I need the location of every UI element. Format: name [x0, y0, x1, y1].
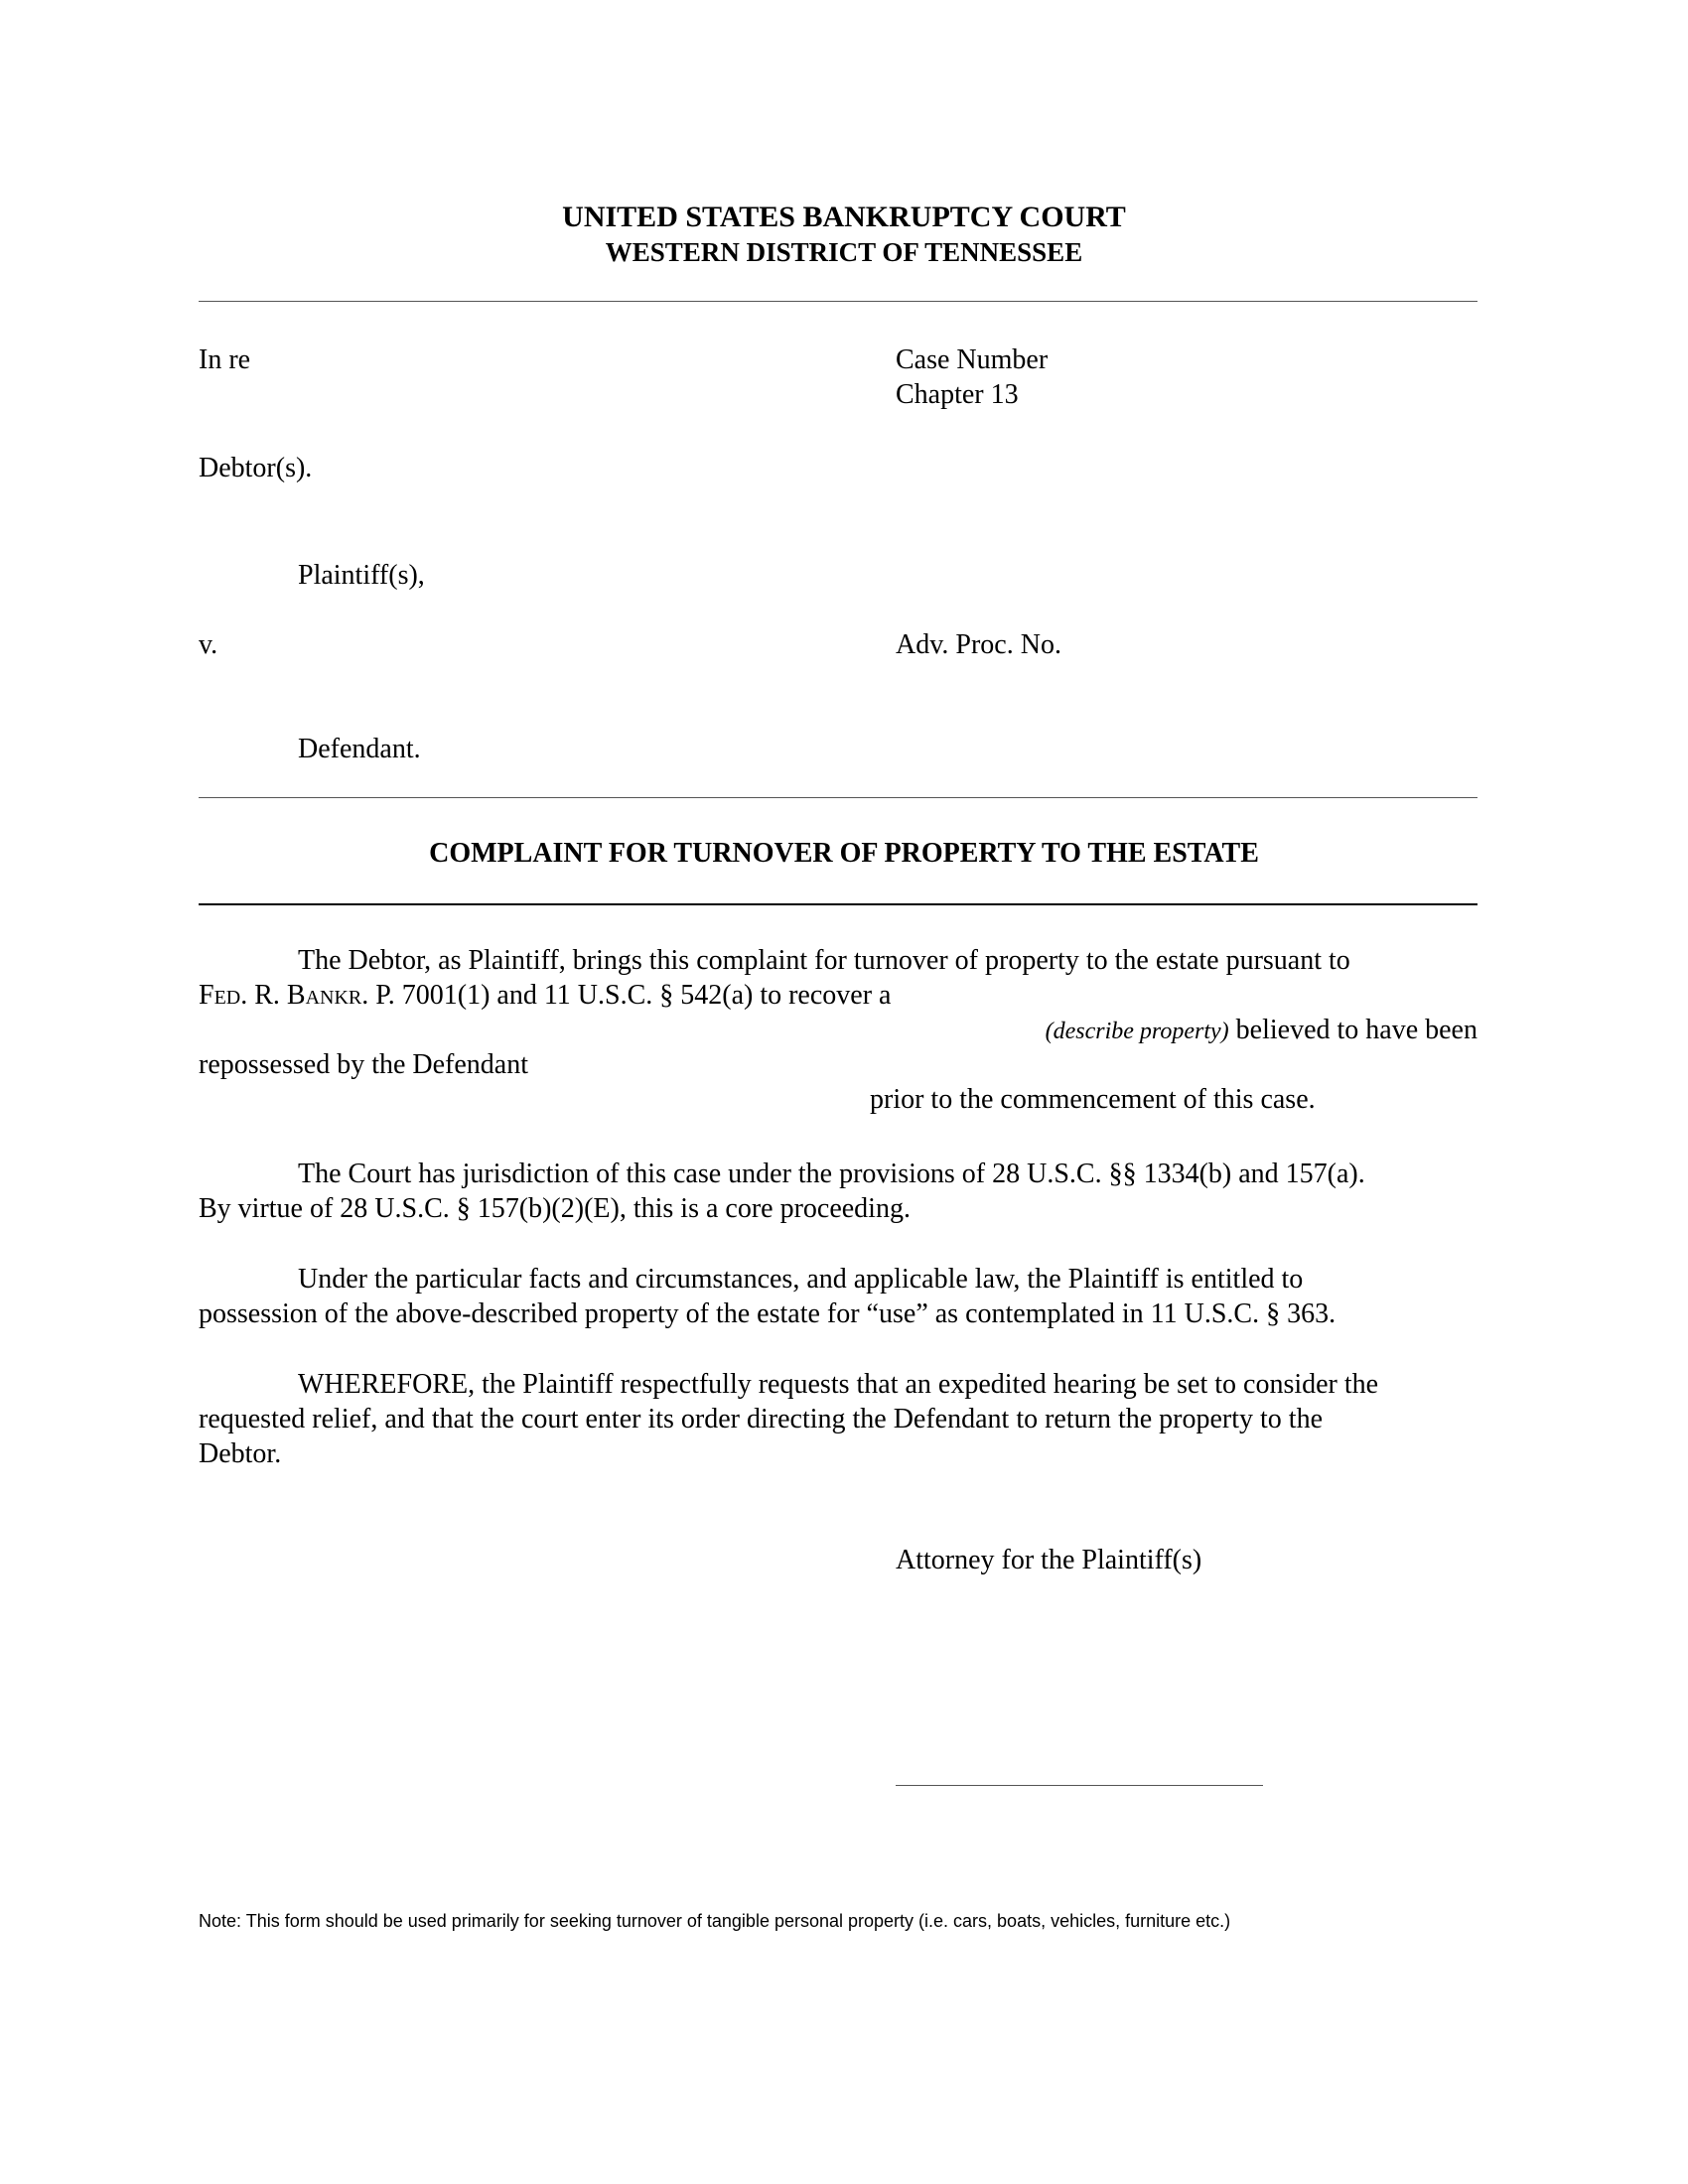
paragraph-3-line-2: possession of the above-described property of the estate for “use” as contemplated in 11 U.S.C. § 363.: [199, 1298, 1336, 1329]
adv-proc-label: Adv. Proc. No.: [896, 629, 1061, 660]
rule-rest: . P. 7001(1) and 11 U.S.C. § 542(a) to recover a: [361, 980, 892, 1011]
paragraph-1-line-4: repossessed by the Defendant: [199, 1049, 529, 1080]
paragraph-1-line-5: prior to the commencement of this case.: [870, 1084, 1316, 1115]
paragraph-2-line-1: The Court has jurisdiction of this case under the provisions of 28 U.S.C. §§ 1334(b) and 157(a).: [298, 1159, 1365, 1189]
paragraph-4-line-1: WHEREFORE, the Plaintiff respectfully requests that an expedited hearing be set to consider the: [298, 1369, 1379, 1400]
court-name: UNITED STATES BANKRUPTCY COURT: [562, 201, 1126, 233]
rule-bankr: Bankr: [286, 980, 362, 1011]
plaintiffs-label: Plaintiff(s),: [298, 560, 425, 591]
paragraph-1-line-2: [199, 979, 891, 1013]
rule-fed: Fed: [199, 980, 241, 1011]
attorney-label: Attorney for the Plaintiff(s): [896, 1545, 1202, 1575]
paragraph-4-line-2: requested relief, and that the court enter its order directing the Defendant to return the property to the: [199, 1404, 1324, 1434]
title-rule: [199, 903, 1477, 905]
header-divider: [199, 301, 1477, 302]
paragraph-2-line-2: By virtue of 28 U.S.C. § 157(b)(2)(E), this is a core proceeding.: [199, 1193, 911, 1224]
case-number-label: Case Number: [896, 344, 1049, 375]
debtors-label: Debtor(s).: [199, 453, 313, 483]
chapter-label: Chapter 13: [896, 379, 1019, 410]
paragraph-3-line-1: Under the particular facts and circumstances, and applicable law, the Plaintiff is entitled to: [298, 1264, 1304, 1295]
district-name: WESTERN DISTRICT OF TENNESSEE: [605, 237, 1083, 267]
document-title: COMPLAINT FOR TURNOVER OF PROPERTY TO THE ESTATE: [429, 838, 1259, 869]
footnote: Note: This form should be used primarily for seeking turnover of tangible personal property (i.e. cars, boats, vehicles, furniture etc.): [199, 1911, 1231, 1931]
caption-divider: [199, 797, 1477, 798]
believed-text: believed to have been: [1228, 1015, 1477, 1045]
in-re-label: In re: [199, 344, 251, 375]
rule-r: . R.: [240, 980, 287, 1011]
paragraph-1-line-1: The Debtor, as Plaintiff, brings this complaint for turnover of property to the estate pursuant to: [298, 945, 1350, 976]
defendant-label: Defendant.: [298, 734, 421, 764]
versus-label: v.: [199, 629, 218, 660]
describe-property-hint: (describe property): [1045, 1019, 1229, 1044]
signature-line: [896, 1785, 1263, 1786]
paragraph-4-line-3: Debtor.: [199, 1438, 282, 1469]
paragraph-1-line-3: [1046, 1014, 1477, 1047]
